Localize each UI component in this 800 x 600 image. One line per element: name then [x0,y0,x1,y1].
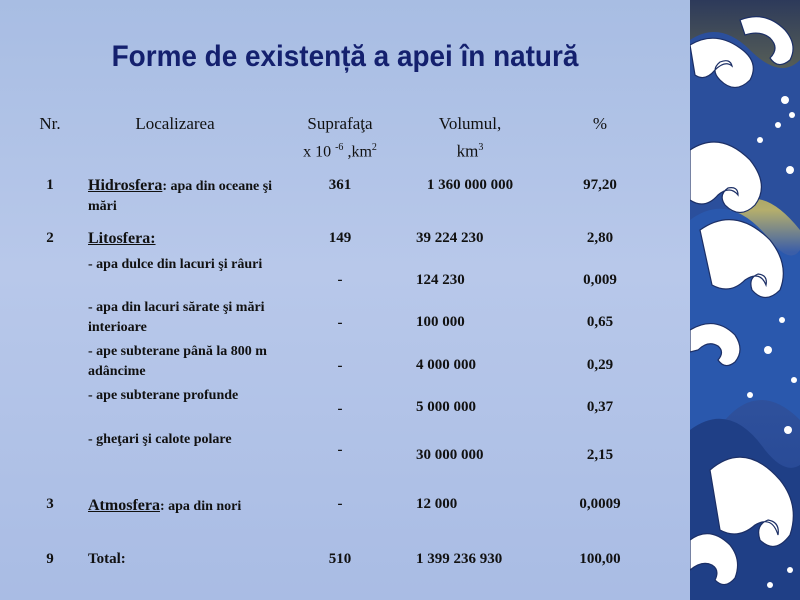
row-desc: : apa din oceane şi mări [88,179,273,214]
header-volum [405,112,535,164]
row-localizare [88,229,288,249]
row-percent: 0,0009 [579,496,621,512]
row-suprafata: 510 [328,551,352,567]
row-percent: 0,37 [586,399,614,415]
header-suprafata-line2: x 10 $^{-6}$ $,km^2$ [303,142,377,161]
row-localizare [88,176,288,217]
row-percent: 2,15 [586,447,614,463]
row-volum: 39 224 230 [416,230,484,246]
row-suprafata: 149 [328,230,352,246]
row-suprafata: - [337,358,343,374]
row-localizare: Total: [88,551,126,567]
header-nr: Nr. [39,114,61,133]
row-suprafata: - [337,401,343,417]
row-suprafata: - [337,272,343,288]
row-nr: 1 [46,177,54,193]
row-label: Atmosfera [88,497,160,514]
row-percent: 0,65 [586,314,614,330]
row-localizare: - gheţari şi calote polare [88,432,232,447]
row-desc: : apa din nori [159,499,242,514]
row-localizare: - apa din lacuri sărate şi mări interioare [88,300,265,335]
row-percent: 0,009 [583,272,617,288]
row-percent: 2,80 [586,230,614,246]
row-volum: 124 230 [416,272,465,288]
row-nr: 9 [46,551,54,567]
header-localizare: Localizarea [135,114,215,133]
row-nr: 2 [46,230,54,246]
row-localizare: - ape subterane profunde [88,388,239,403]
row-volum: 100 000 [416,314,465,330]
header-volum-line2: $km^3$ [456,141,484,161]
row-percent: 0,29 [586,357,614,373]
slide-title: Forme de existență a apei în natură [111,40,579,73]
row-suprafata: - [337,496,343,512]
wave-illustration-icon [690,0,800,600]
row-volum: 12 000 [416,496,458,512]
row-suprafata: - [337,315,343,331]
row-localizare [88,496,288,517]
row-nr: 3 [46,496,54,512]
row-suprafata: - [337,442,343,458]
row-localizare: - ape subterane până la 800 m adâncime [88,344,267,379]
header-percent: % [592,114,608,133]
row-volum: 30 000 000 [416,447,484,463]
row-suprafata: 361 [328,177,352,193]
header-suprafata [280,112,400,164]
row-label: Litosfera: [88,230,156,247]
row-volum: 1 399 236 930 [416,551,503,567]
row-percent: 97,20 [583,177,617,193]
header-volum-line1: Volumul, [438,114,502,133]
row-label: Hidrosfera [88,177,163,194]
row-volum: 1 360 000 000 [426,177,514,193]
row-percent: 100,00 [579,551,621,567]
row-volum: 5 000 000 [416,399,476,415]
header-suprafata-line1: Suprafaţa [307,114,373,133]
row-volum: 4 000 000 [416,357,476,373]
row-localizare: - apa dulce din lacuri şi râuri [88,257,263,272]
